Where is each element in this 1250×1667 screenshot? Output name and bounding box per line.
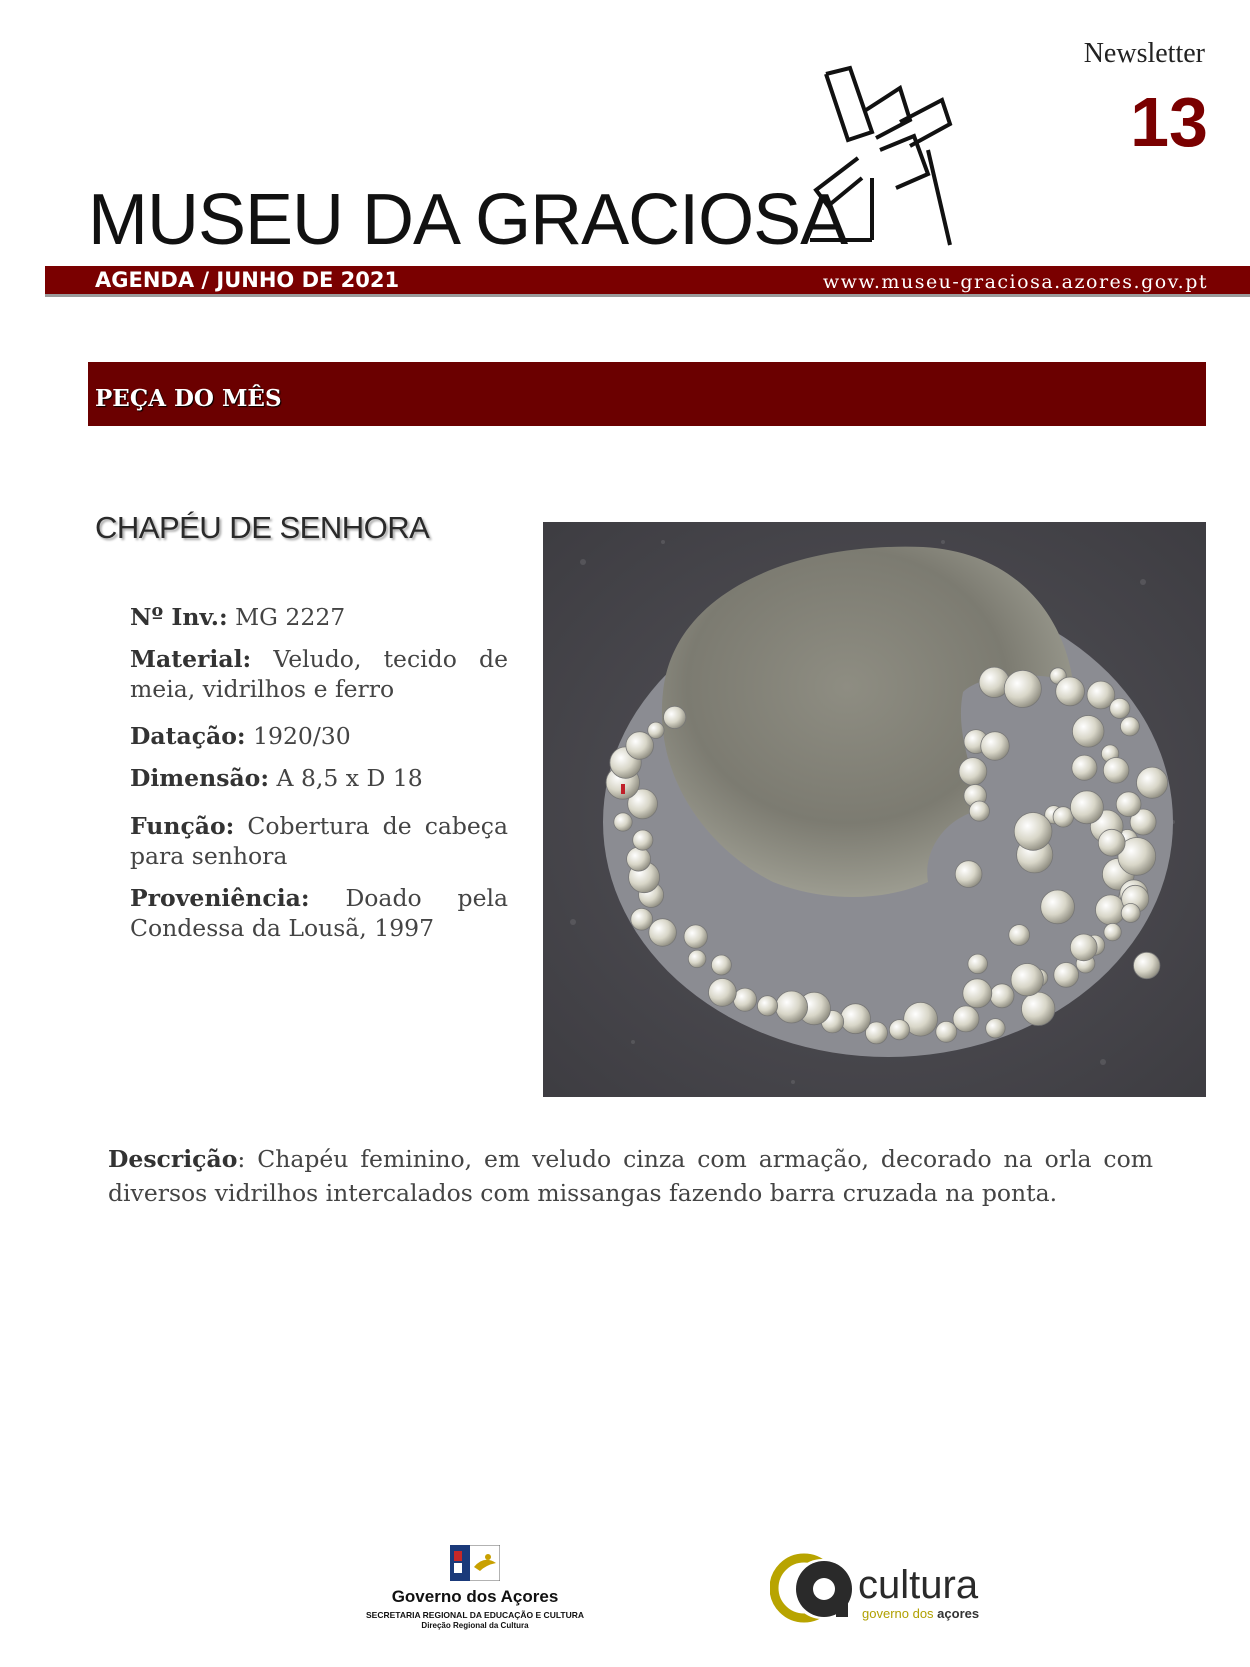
section-title: PEÇA DO MÊS [95,385,282,412]
dating-value: 1920/30 [253,722,351,750]
function-value: Cobertura de cabeça para senhora [130,812,508,870]
inventory-field [130,602,508,632]
description [108,1142,1153,1210]
hat-photo [543,522,1206,1097]
description-label: Descrição [108,1145,238,1173]
material-label: Material: [130,645,252,673]
dimension-field [130,763,508,793]
inventory-value: MG 2227 [235,603,346,631]
provenance-label: Proveniência: [130,884,310,912]
dimension-label: Dimensão: [130,764,270,792]
agenda-date: AGENDA / JUNHO DE 2021 [95,268,400,292]
cultura-sub-bold: açores [937,1606,980,1621]
cultura-sub-prefix: governo dos [862,1606,938,1621]
description-text: : Chapéu feminino, em veludo cinza com armação, decorado na orla com diversos vidrilhos intercalados com missangas fazendo barra cruzada na ponta. [108,1145,1153,1207]
newsletter-label: Newsletter [1083,38,1205,69]
issue-number: 13 [1130,83,1208,161]
museum-title: MUSEU DA GRACIOSA [88,180,848,260]
dating-field [130,721,508,751]
governo-name: Governo dos Açores [391,1587,559,1606]
dating-label: Datação: [130,722,246,750]
website-link[interactable]: www.museu-graciosa.azores.gov.pt [822,271,1208,293]
function-field [130,811,508,871]
governo-acores-logo [360,1545,590,1630]
item-title: CHAPÉU DE SENHORA [95,510,430,545]
governo-direction: Direção Regional da Cultura [421,1621,529,1630]
provenance-field [130,883,508,943]
cultura-subtitle [862,1606,979,1621]
cultura-wordmark: cultura [858,1563,979,1607]
inventory-label: Nº Inv.: [130,603,228,631]
material-value: Veludo, tecido de meia, vidrilhos e ferro [130,645,508,703]
provenance-value: Doado pela Condessa da Lousã, 1997 [130,884,508,942]
function-label: Função: [130,812,235,840]
azores-flag-icon [450,1545,500,1581]
material-field [130,644,508,704]
governo-secretary: SECRETARIA REGIONAL DA EDUCAÇÃO E CULTURA [365,1610,584,1620]
dimension-value: A 8,5 x D 18 [276,764,423,792]
